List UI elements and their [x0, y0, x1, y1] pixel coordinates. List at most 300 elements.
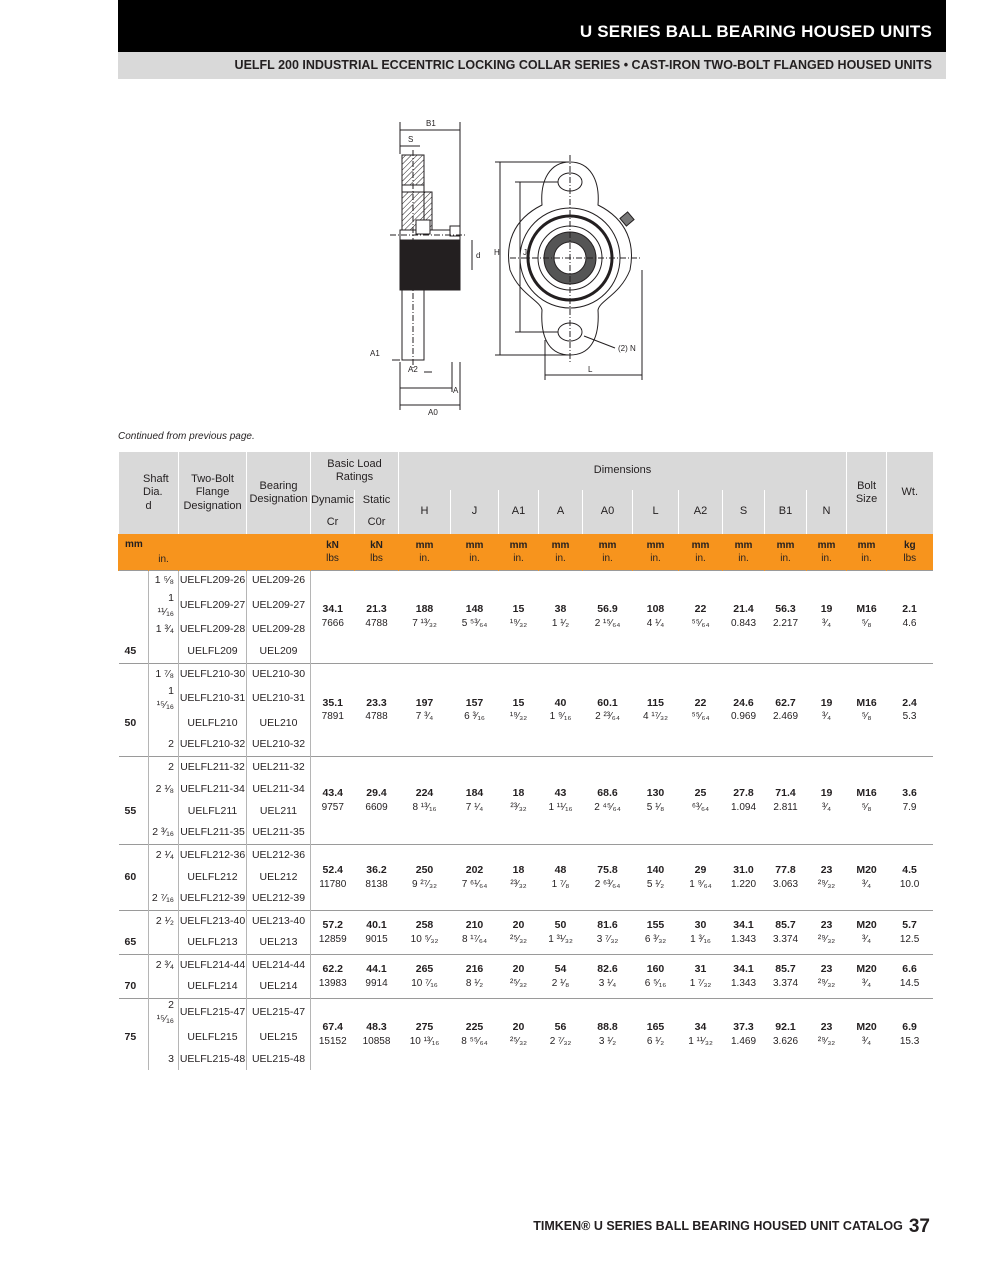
unit-in: in. — [780, 552, 791, 564]
data-cell — [355, 663, 399, 756]
metric-value: 224 — [415, 787, 434, 800]
data-cell — [765, 663, 807, 756]
data-cell — [499, 845, 539, 911]
dim-label-j: J — [523, 248, 527, 257]
data-cell — [539, 663, 583, 756]
bearing-designation-cell: UEL212-36 — [247, 845, 311, 867]
metric-value: 115 — [647, 696, 664, 709]
data-cell — [539, 570, 583, 663]
metric-value: 71.4 — [775, 787, 796, 800]
data-cell — [847, 955, 887, 999]
data-cell — [633, 757, 679, 845]
data-cell — [765, 955, 807, 999]
data-cell — [633, 570, 679, 663]
imperial-value: 1 ³⁄₁₆ — [690, 933, 711, 945]
table-row — [119, 570, 933, 592]
imperial-value: 13983 — [318, 977, 347, 989]
metric-value: 19 — [820, 696, 833, 709]
metric-value: 77.8 — [775, 864, 796, 877]
imperial-value: ¹⁹⁄₃₂ — [509, 617, 528, 629]
imperial-value: 3.626 — [773, 1036, 799, 1048]
shaft-mm-cell — [119, 779, 149, 801]
shaft-inch-cell: 2 ¹⁄₄ — [149, 845, 179, 867]
metric-value: 19 — [820, 787, 833, 800]
imperial-value: ²⁵⁄₃₂ — [509, 1036, 528, 1048]
metric-value: 34.1 — [322, 603, 343, 616]
imperial-value: ²⁹⁄₃₂ — [817, 977, 836, 989]
bearing-designation-cell: UEL213-40 — [247, 911, 311, 933]
data-cell — [765, 757, 807, 845]
data-cell — [723, 999, 765, 1071]
footer-text: TIMKEN® U SERIES BALL BEARING HOUSED UNIT CATALOG — [533, 1219, 903, 1233]
imperial-value: 2.469 — [773, 711, 799, 723]
page-title-bar — [118, 0, 946, 52]
metric-value: 165 — [646, 1021, 665, 1034]
metric-value: 4.5 — [902, 864, 917, 877]
metric-value: 3.6 — [902, 787, 917, 800]
metric-value: 23.3 — [366, 696, 387, 709]
unit-mm: mm — [551, 539, 570, 551]
bearing-designation-cell: UEL210-30 — [247, 663, 311, 685]
header-dim-h: H — [399, 490, 451, 534]
metric-value: 15 — [512, 696, 525, 709]
metric-value: 92.1 — [775, 1021, 796, 1034]
data-cell — [539, 845, 583, 911]
shaft-mm-cell — [119, 823, 149, 845]
shaft-inch-cell: 2 ³⁄₁₆ — [149, 823, 179, 845]
metric-value: 43.4 — [322, 787, 343, 800]
data-cell — [633, 999, 679, 1071]
data-cell — [539, 757, 583, 845]
imperial-value: 1.220 — [731, 878, 757, 890]
header-dim-j: J — [451, 490, 499, 534]
imperial-value: 8 ¹³⁄₁₆ — [412, 801, 437, 813]
shaft-mm-cell: 75 — [124, 1030, 137, 1043]
data-cell — [633, 955, 679, 999]
data-cell — [539, 911, 583, 955]
header-basic-load: Basic Load Ratings — [311, 452, 399, 490]
imperial-value: 3.374 — [773, 977, 799, 989]
data-cell — [311, 757, 355, 845]
metric-value: 31.0 — [733, 864, 754, 877]
dim-label-a0: A0 — [428, 408, 438, 417]
flange-designation-cell: UELFL209-26 — [179, 570, 247, 592]
data-cell — [583, 663, 633, 756]
imperial-value: 12.5 — [899, 933, 920, 945]
header-dimensions: Dimensions — [399, 452, 847, 490]
metric-value: 20 — [512, 963, 525, 976]
metric-value: M20 — [856, 919, 877, 932]
data-cell — [451, 663, 499, 756]
metric-value: 188 — [415, 603, 434, 616]
page-subtitle: UELFL 200 INDUSTRIAL ECCENTRIC LOCKING COLLAR SERIES • CAST-IRON TWO-BOLT FLANGED HOUSED UNITS — [234, 58, 932, 72]
dim-label-d: d — [476, 251, 481, 260]
metric-value: 36.2 — [366, 864, 387, 877]
unit-in: in. — [738, 552, 749, 564]
metric-value: 37.3 — [733, 1021, 754, 1034]
metric-value: 216 — [465, 963, 484, 976]
data-cell — [355, 955, 399, 999]
shaft-mm-cell — [119, 757, 149, 779]
data-cell — [583, 999, 633, 1071]
metric-value: 30 — [694, 919, 707, 932]
shaft-inch-cell — [149, 933, 179, 955]
imperial-value: 5.3 — [902, 711, 917, 723]
data-cell — [451, 911, 499, 955]
data-cell — [451, 955, 499, 999]
metric-value: 108 — [646, 603, 665, 616]
header-cr: Cr — [311, 512, 355, 534]
data-cell — [807, 663, 847, 756]
data-cell — [765, 911, 807, 955]
bearing-designation-cell: UEL211-34 — [247, 779, 311, 801]
flange-designation-cell: UELFL210 — [179, 713, 247, 735]
flange-designation-cell: UELFL214 — [179, 977, 247, 999]
flange-designation-cell: UELFL210-30 — [179, 663, 247, 685]
bearing-designation-cell: UEL210-32 — [247, 735, 311, 757]
bearing-designation-cell: UEL209 — [247, 641, 311, 663]
dim-label-n: (2) N — [618, 344, 636, 353]
flange-designation-cell: UELFL209 — [179, 641, 247, 663]
unit-mm: mm — [857, 539, 876, 551]
imperial-value: 3 ¹⁄₄ — [598, 977, 617, 989]
imperial-value: 7891 — [321, 711, 344, 723]
data-cell — [499, 911, 539, 955]
shaft-inch-cell — [149, 1026, 179, 1048]
unit-mm: mm — [776, 539, 795, 551]
data-cell — [723, 570, 765, 663]
shaft-inch-cell: 3 — [149, 1048, 179, 1070]
imperial-value: 3 ⁷⁄₃₂ — [596, 933, 619, 945]
imperial-value: 7 ¹³⁄₃₂ — [412, 617, 437, 629]
imperial-value: 1 ⁹⁄₆₄ — [689, 878, 712, 890]
unit-mm: mm — [465, 539, 484, 551]
bearing-designation-cell: UEL209-27 — [247, 592, 311, 619]
data-cell — [679, 570, 723, 663]
data-cell — [807, 845, 847, 911]
imperial-value: 7666 — [321, 617, 344, 629]
shaft-mm-cell — [119, 955, 149, 977]
table-row — [119, 999, 933, 1027]
imperial-value: ⁵⁄₈ — [861, 801, 872, 813]
metric-value: 48 — [554, 864, 567, 877]
imperial-value: 11780 — [319, 878, 347, 890]
data-cell — [311, 570, 355, 663]
dim-label-b1: B1 — [426, 119, 436, 128]
data-cell — [355, 911, 399, 955]
data-cell — [399, 757, 451, 845]
unit-in: in. — [513, 552, 524, 564]
data-cell — [499, 570, 539, 663]
metric-value: 265 — [415, 963, 434, 976]
shaft-inch-cell: 1 ³⁄₄ — [149, 619, 179, 641]
data-cell — [451, 570, 499, 663]
metric-value: 34.1 — [733, 919, 754, 932]
imperial-value: 7 ³⁄₄ — [415, 711, 434, 723]
metric-value: 20 — [512, 1021, 525, 1034]
data-cell — [633, 663, 679, 756]
imperial-value: 1.469 — [731, 1036, 757, 1048]
data-cell — [679, 757, 723, 845]
flange-designation-cell: UELFL213-40 — [179, 911, 247, 933]
flange-designation-cell: UELFL213 — [179, 933, 247, 955]
unit-mm: mm — [734, 539, 753, 551]
flange-designation-cell: UELFL211-32 — [179, 757, 247, 779]
data-cell — [311, 999, 355, 1071]
metric-value: 81.6 — [597, 919, 618, 932]
data-cell — [583, 570, 633, 663]
data-cell — [679, 663, 723, 756]
unit-in: in. — [821, 552, 832, 564]
unit-in: in. — [469, 552, 480, 564]
shaft-inch-cell: 2 ¹⁄₂ — [149, 911, 179, 933]
shaft-mm-cell — [119, 845, 149, 867]
data-cell — [311, 845, 355, 911]
data-cell — [399, 999, 451, 1071]
imperial-value: ²³⁄₃₂ — [510, 878, 527, 890]
data-cell — [451, 845, 499, 911]
metric-value: 29 — [694, 864, 707, 877]
unit-lbs: lbs — [326, 552, 339, 564]
data-cell — [499, 757, 539, 845]
metric-value: 21.3 — [366, 603, 387, 616]
metric-value: 6.6 — [902, 963, 917, 976]
shaft-mm-cell — [119, 911, 149, 933]
data-cell — [847, 911, 887, 955]
shaft-mm-cell: 65 — [124, 936, 137, 949]
bearing-designation-cell: UEL213 — [247, 933, 311, 955]
flange-designation-cell: UELFL214-44 — [179, 955, 247, 977]
data-cell — [539, 955, 583, 999]
data-cell — [633, 911, 679, 955]
data-cell — [311, 955, 355, 999]
page-number: 37 — [908, 1216, 930, 1237]
metric-value: 56.3 — [775, 603, 796, 616]
side-view — [390, 122, 472, 410]
metric-value: 85.7 — [775, 963, 796, 976]
imperial-value: 4.6 — [902, 617, 917, 629]
unit-in: in. — [419, 552, 430, 564]
shaft-mm-cell — [119, 685, 149, 712]
data-cell — [583, 757, 633, 845]
data-cell — [887, 757, 933, 845]
data-cell — [355, 845, 399, 911]
header-c0r: C0r — [355, 512, 399, 534]
metric-value: 57.2 — [322, 919, 343, 932]
imperial-value: 14.5 — [899, 977, 920, 989]
imperial-value: 6 ⁵⁄₁₆ — [644, 977, 667, 989]
imperial-value: ³⁄₄ — [821, 801, 832, 813]
metric-value: 225 — [465, 1021, 484, 1034]
data-cell — [723, 911, 765, 955]
data-cell — [679, 845, 723, 911]
metric-value: 25 — [694, 787, 707, 800]
table-body — [119, 570, 933, 1070]
imperial-value: 2 ⁷⁄₃₂ — [549, 1036, 572, 1048]
shaft-mm-cell: 45 — [124, 645, 137, 658]
flange-designation-cell: UELFL211-35 — [179, 823, 247, 845]
header-dynamic: Dynamic — [311, 490, 355, 512]
metric-value: 34 — [694, 1021, 707, 1034]
flange-designation-cell: UELFL211 — [179, 801, 247, 823]
data-cell — [633, 845, 679, 911]
housed-unit-drawing — [360, 110, 690, 420]
imperial-value: 2 ¹⁵⁄₆₄ — [594, 617, 621, 629]
metric-value: 31 — [694, 963, 707, 976]
bearing-designation-cell: UEL211-32 — [247, 757, 311, 779]
flange-designation-cell: UELFL215-48 — [179, 1048, 247, 1070]
header-two-bolt: Two-Bolt Flange Designation — [179, 452, 247, 534]
imperial-value: 10.0 — [899, 878, 920, 890]
unit-in: in. — [602, 552, 613, 564]
metric-value: 210 — [465, 919, 484, 932]
imperial-value: 7.9 — [902, 801, 917, 813]
bearing-designation-cell: UEL212 — [247, 867, 311, 889]
unit-in: in. — [149, 534, 179, 570]
data-cell — [499, 955, 539, 999]
metric-value: 48.3 — [366, 1021, 387, 1034]
metric-value: 40 — [554, 696, 567, 709]
header-dim-a2: A2 — [679, 490, 723, 534]
imperial-value: 2 ¹⁄₈ — [551, 977, 570, 989]
data-cell — [887, 999, 933, 1071]
metric-value: M20 — [856, 1021, 877, 1034]
metric-value: 52.4 — [322, 864, 343, 877]
metric-value: 23 — [820, 963, 833, 976]
metric-value: 15 — [512, 603, 525, 616]
imperial-value: ⁵⁵⁄₆₄ — [691, 711, 710, 723]
unit-lbs: lbs — [903, 552, 917, 564]
imperial-value: 5 ⁵³⁄₆₄ — [461, 617, 488, 629]
shaft-inch-cell: 2 — [149, 735, 179, 757]
metric-value: 6.9 — [902, 1021, 917, 1034]
imperial-value: ⁵⁵⁄₆₄ — [691, 617, 710, 629]
imperial-value: 0.843 — [731, 617, 757, 629]
data-cell — [887, 663, 933, 756]
metric-value: 54 — [554, 963, 567, 976]
imperial-value: 3.063 — [773, 878, 799, 890]
header-dim-a1: A1 — [499, 490, 539, 534]
imperial-value: ³⁄₄ — [862, 1036, 872, 1048]
imperial-value: 10 ⁷⁄₁₆ — [411, 977, 438, 989]
metric-value: 19 — [820, 603, 833, 616]
data-cell — [847, 663, 887, 756]
shaft-inch-cell — [149, 641, 179, 663]
header-dim-n: N — [807, 490, 847, 534]
bearing-designation-cell: UEL212-39 — [247, 889, 311, 911]
imperial-value: ²⁵⁄₃₂ — [509, 933, 528, 945]
imperial-value: 4788 — [365, 711, 388, 723]
data-cell — [807, 999, 847, 1071]
metric-value: 160 — [646, 963, 665, 976]
imperial-value: 4 ¹⁄₄ — [646, 617, 665, 629]
metric-value: 202 — [465, 864, 484, 877]
unit-in: in. — [695, 552, 706, 564]
bearing-designation-cell: UEL210-31 — [247, 685, 311, 712]
imperial-value: 1 ⁹⁄₁₆ — [549, 711, 572, 723]
imperial-value: 1.343 — [731, 977, 757, 989]
data-cell — [399, 663, 451, 756]
metric-value: 38 — [554, 603, 567, 616]
unit-mm: mm — [646, 539, 665, 551]
metric-value: 40.1 — [366, 919, 387, 932]
continued-note: Continued from previous page. — [118, 431, 255, 442]
imperial-value: 1.094 — [731, 801, 757, 813]
bearing-designation-cell: UEL210 — [247, 713, 311, 735]
data-cell — [765, 570, 807, 663]
imperial-value: ³⁄₄ — [862, 878, 872, 890]
data-cell — [847, 570, 887, 663]
metric-value: M16 — [856, 696, 877, 709]
metric-value: M20 — [856, 963, 877, 976]
metric-value: 29.4 — [366, 787, 387, 800]
table-row — [119, 663, 933, 685]
imperial-value: 1.343 — [731, 933, 757, 945]
metric-value: M16 — [856, 603, 877, 616]
header-wt: Wt. — [887, 452, 933, 534]
shaft-inch-cell: 2 ⁷⁄₁₆ — [149, 889, 179, 911]
metric-value: 67.4 — [322, 1021, 343, 1034]
unit-lbs: lbs — [370, 552, 383, 564]
imperial-value: 7 ⁶¹⁄₆₄ — [461, 878, 488, 890]
shaft-inch-cell — [149, 713, 179, 735]
imperial-value: ³⁄₄ — [862, 933, 872, 945]
shaft-mm-cell — [119, 592, 149, 619]
dim-label-l: L — [588, 365, 593, 374]
data-cell — [887, 911, 933, 955]
shaft-inch-cell: 1 ⁷⁄₈ — [149, 663, 179, 685]
metric-value: 62.7 — [775, 696, 796, 709]
imperial-value: 1 ¹⁄₂ — [551, 617, 570, 629]
imperial-value: 2 ⁶³⁄₆₄ — [594, 878, 621, 890]
metric-value: 34.1 — [733, 963, 754, 976]
shaft-inch-cell — [149, 867, 179, 889]
dim-label-a2: A2 — [408, 365, 418, 374]
header-dim-b1: B1 — [765, 490, 807, 534]
header-dim-l: L — [633, 490, 679, 534]
flange-designation-cell: UELFL215-47 — [179, 999, 247, 1027]
metric-value: 258 — [415, 919, 434, 932]
data-cell — [807, 911, 847, 955]
data-cell — [679, 955, 723, 999]
imperial-value: 0.969 — [731, 711, 757, 723]
imperial-value: 3.374 — [773, 933, 799, 945]
table-row — [119, 911, 933, 933]
imperial-value: 12859 — [318, 933, 347, 945]
header-dim-s: S — [723, 490, 765, 534]
metric-value: 88.8 — [597, 1021, 618, 1034]
imperial-value: 2.811 — [773, 801, 798, 813]
metric-value: 23 — [820, 1021, 833, 1034]
imperial-value: 1 ⁷⁄₃₂ — [689, 977, 712, 989]
data-cell — [765, 999, 807, 1071]
data-cell — [807, 757, 847, 845]
metric-value: 22 — [694, 603, 707, 616]
shaft-inch-cell — [149, 801, 179, 823]
imperial-value: ⁶³⁄₆₄ — [691, 801, 710, 813]
shaft-mm-cell: 55 — [124, 804, 137, 817]
imperial-value: 8 ¹⁄₂ — [465, 977, 484, 989]
unit-in: in. — [555, 552, 566, 564]
bearing-designation-cell: UEL215-47 — [247, 999, 311, 1027]
metric-value: M20 — [856, 864, 877, 877]
shaft-mm-cell — [119, 735, 149, 757]
data-cell — [451, 757, 499, 845]
imperial-value: 6609 — [365, 801, 388, 813]
metric-value: 62.2 — [322, 963, 343, 976]
imperial-value: 2 ²³⁄₆₄ — [595, 711, 620, 723]
unit-mm: mm — [415, 539, 434, 551]
